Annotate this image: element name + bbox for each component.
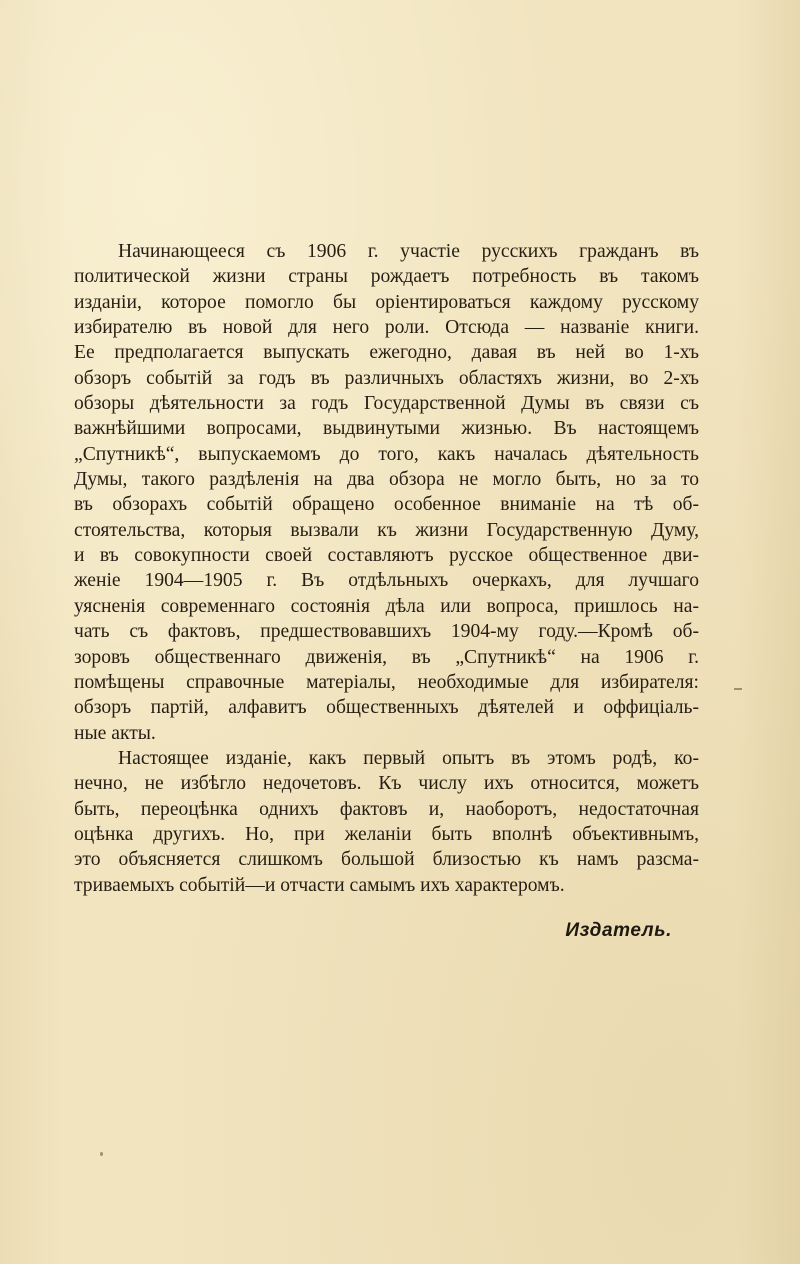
text-line: изданіи, которое помогло бы оріентироваться каждому русскому (74, 291, 699, 313)
text-line: Думы, такого раздѣленія на два обзора не могло быть, но за то (74, 469, 699, 491)
text-line: Настоящее изданіе, какъ первый опытъ въ этомъ родѣ, ко- (118, 747, 699, 769)
text-line: „Спутникѣ“, выпускаемомъ до того, какъ началась дѣятельность (74, 443, 699, 465)
text-line: ные акты. (74, 722, 156, 744)
text-line: избирателю въ новой для него роли. Отсюда — названіе книги. (74, 317, 699, 339)
text-line: зоровъ общественнаго движенія, въ „Спутникѣ“ на 1906 г. (74, 646, 699, 668)
text-line: стоятельства, которыя вызвали къ жизни Государственную Думу, (74, 519, 699, 541)
text-line: важнѣйшими вопросами, выдвинутыми жизнью. Въ настоящемъ (74, 418, 699, 440)
text-line: нечно, не избѣгло недочетовъ. Къ числу ихъ относится, можетъ (74, 773, 699, 795)
publisher-signature: Издатель. (565, 920, 672, 941)
text-line: обзоръ партій, алфавитъ общественныхъ дѣятелей и оффиціаль- (74, 697, 699, 719)
paragraph-2 (74, 746, 699, 898)
paper-speck (100, 1152, 103, 1156)
text-line: и въ совокупности своей составляютъ русское общественное дви- (74, 545, 699, 567)
text-line: политической жизни страны рождаетъ потребность въ такомъ (74, 266, 699, 288)
text-line: оцѣнка другихъ. Но, при желаніи быть вполнѣ объективнымъ, (74, 823, 699, 845)
text-line: триваемыхъ событій—и отчасти самымъ ихъ характеромъ. (74, 874, 565, 896)
paragraph-1 (74, 239, 699, 746)
text-line: это объясняется слишкомъ большой близостью къ намъ разсма- (74, 849, 699, 871)
text-line: помѣщены справочные матеріалы, необходимые для избирателя: (74, 671, 699, 693)
text-line: обзоры дѣятельности за годъ Государственной Думы въ связи съ (74, 393, 699, 415)
preface-text (74, 239, 699, 898)
text-line: въ обзорахъ событій обращено особенное вниманіе на тѣ об- (74, 494, 699, 516)
text-line: уясненія современнаго состоянія дѣла или вопроса, пришлось на- (74, 595, 699, 617)
text-line: обзоръ событій за годъ въ различныхъ областяхъ жизни, во 2-хъ (74, 367, 699, 389)
text-line: женіе 1904—1905 г. Въ отдѣльныхъ очеркахъ, для лучшаго (74, 570, 699, 592)
margin-mark (734, 688, 742, 690)
text-line: Начинающееся съ 1906 г. участіе русскихъ гражданъ въ (118, 241, 699, 262)
text-line: чать съ фактовъ, предшествовавшихъ 1904-му году.—Кромѣ об- (74, 621, 699, 643)
text-line: быть, переоцѣнка однихъ фактовъ и, наоборотъ, недостаточная (74, 798, 699, 820)
text-line: Ее предполагается выпускать ежегодно, давая въ ней во 1-хъ (74, 342, 699, 364)
